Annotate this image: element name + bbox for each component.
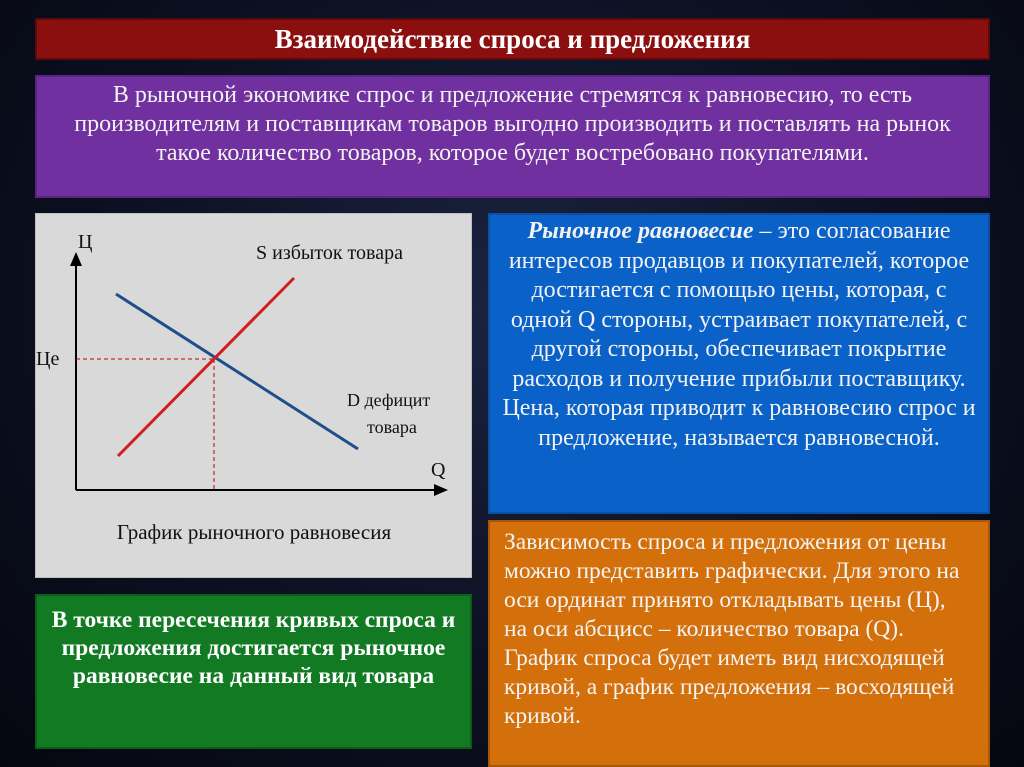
- supply-curve: [118, 278, 294, 456]
- definition-box: [488, 213, 990, 514]
- definition-term: Рыночное равновесие: [527, 218, 754, 244]
- demand-curve: [116, 294, 358, 449]
- definition-text: – это согласование интересов продавцов и покупателей, которое достигается с помощью цены, которая, с одной Q стороны, устраивает покупателей, с другой стороны, обеспечивает покрытие расходов и получение прибыли поставщику. Цена, которая приводит к равновесию спрос и предложение, называется равновесной.: [502, 218, 976, 451]
- equilibrium-chart-panel: [35, 213, 472, 578]
- demand-label-line1: D дефицит: [347, 390, 431, 410]
- y-axis-label: Ц: [78, 231, 93, 253]
- y-axis-arrow-icon: [70, 252, 82, 266]
- demand-label-line2: товара: [367, 417, 417, 437]
- intro-text: В рыночной экономике спрос и предложение стремятся к равновесию, то есть производителям и поставщикам товаров выгодно производить и поставлять на рынок такое количество товаров, которое будет востребовано покупателями.: [35, 75, 990, 198]
- equilibrium-price-label: Це: [36, 348, 60, 370]
- equilibrium-chart: [36, 214, 473, 579]
- slide-title: Взаимодействие спроса и предложения: [35, 18, 990, 60]
- explanation-text: Зависимость спроса и предложения от цены можно представить графически. Для этого на оси ординат принято откладывать цены (Ц), на оси абсцисс – количество товара (Q). График спроса будет иметь вид нисходящей кривой, а график предложения – восходящей кривой.: [488, 520, 990, 767]
- x-axis-arrow-icon: [434, 484, 448, 496]
- chart-caption: График рыночного равновесия: [116, 520, 392, 544]
- supply-label: S избыток товара: [256, 242, 403, 264]
- conclusion-text: В точке пересечения кривых спроса и предложения достигается рыночное равновесие на данный вид товара: [35, 594, 472, 749]
- x-axis-label: Q: [431, 459, 446, 481]
